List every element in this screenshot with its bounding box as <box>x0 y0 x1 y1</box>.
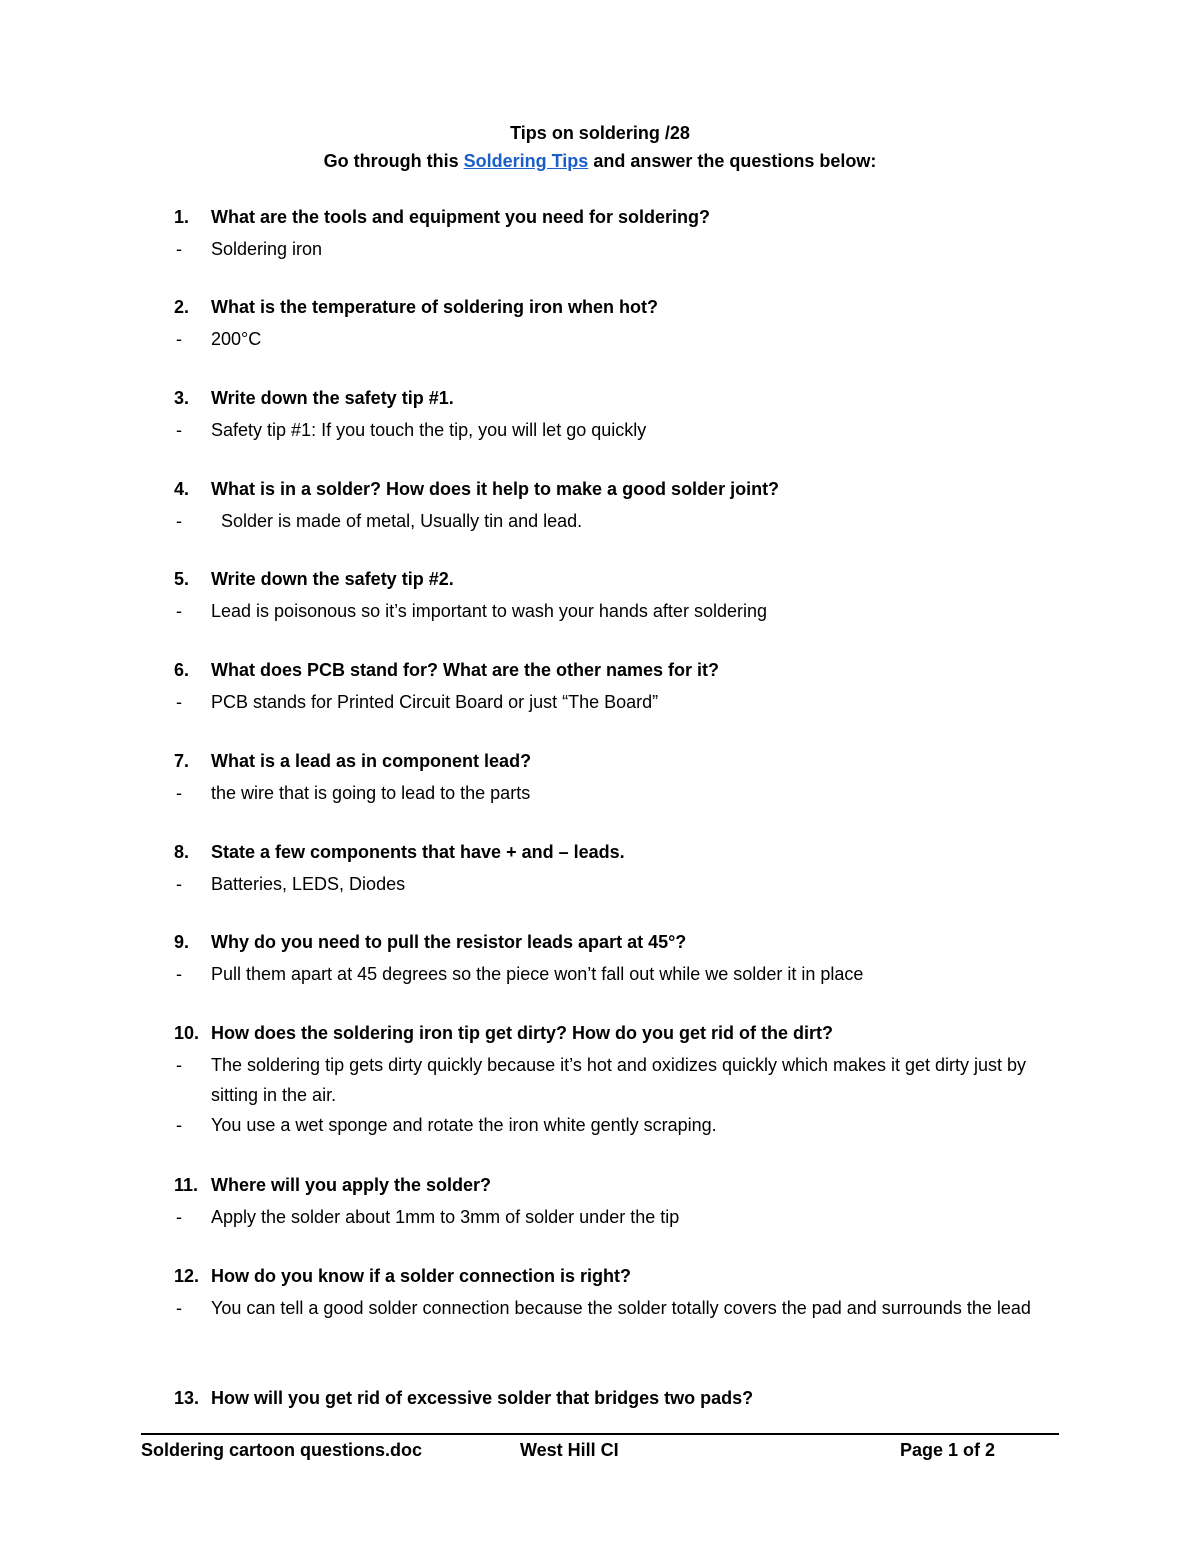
question-5 <box>174 564 1064 594</box>
question-11 <box>174 1170 1064 1200</box>
question-text: How do you know if a solder connection is right? <box>211 1266 632 1286</box>
question-block-9 <box>174 927 1064 989</box>
question-number: 6. <box>174 660 190 680</box>
answer-10a <box>174 1050 1064 1110</box>
answer-1 <box>174 234 1064 264</box>
question-text: How does the soldering iron tip get dirty? How do you get rid of the dirt? <box>211 1023 833 1043</box>
dash-bullet: - <box>176 601 182 621</box>
question-block-8 <box>174 837 1064 899</box>
instructions-line <box>0 146 1200 176</box>
answer-10b <box>174 1110 1064 1140</box>
dash-bullet: - <box>176 964 182 984</box>
instructions-after: and answer the questions below: <box>588 151 877 171</box>
answer-text: PCB stands for Printed Circuit Board or just “The Board” <box>211 692 659 712</box>
question-text: How will you get rid of excessive solder that bridges two pads? <box>211 1388 754 1408</box>
answer-text: You can tell a good solder connection because the solder totally covers the pad and surrounds the lead <box>211 1298 1031 1318</box>
answer-text: the wire that is going to lead to the parts <box>211 783 531 803</box>
answer-text: The soldering tip gets dirty quickly because it’s hot and oxidizes quickly which makes it get dirty just by sitting in the air. <box>211 1055 1027 1105</box>
question-block-4 <box>174 474 1064 536</box>
question-text: Write down the safety tip #2. <box>211 569 454 589</box>
page-title: Tips on soldering /28 <box>510 123 690 143</box>
question-text: Write down the safety tip #1. <box>211 388 454 408</box>
question-6 <box>174 655 1064 685</box>
dash-bullet: - <box>176 329 182 349</box>
footer-page-number: Page 1 of 2 <box>900 1440 996 1460</box>
question-4 <box>174 474 1064 504</box>
footer-filename: Soldering cartoon questions.doc <box>141 1440 423 1460</box>
question-text: What are the tools and equipment you need for soldering? <box>211 207 711 227</box>
answer-text: You use a wet sponge and rotate the iron white gently scraping. <box>211 1115 717 1135</box>
dash-bullet: - <box>176 874 182 894</box>
question-text: What is a lead as in component lead? <box>211 751 532 771</box>
question-block-12 <box>174 1261 1064 1323</box>
question-1 <box>174 202 1064 232</box>
footer-school: West Hill CI <box>520 1440 619 1460</box>
dash-bullet: - <box>176 783 182 803</box>
question-7 <box>174 746 1064 776</box>
question-number: 12. <box>174 1266 200 1286</box>
question-number: 8. <box>174 842 190 862</box>
question-9 <box>174 927 1064 957</box>
question-number: 4. <box>174 479 190 499</box>
question-block-3 <box>174 383 1064 445</box>
question-block-10 <box>174 1018 1064 1140</box>
question-block-11 <box>174 1170 1064 1232</box>
answer-11 <box>174 1202 1064 1232</box>
question-block-2 <box>174 292 1064 354</box>
question-number: 5. <box>174 569 190 589</box>
question-number: 7. <box>174 751 190 771</box>
question-text: What is the temperature of soldering iron when hot? <box>211 297 659 317</box>
answer-text: Lead is poisonous so it’s important to wash your hands after soldering <box>211 601 767 621</box>
answer-text: Solder is made of metal, Usually tin and lead. <box>221 511 583 531</box>
question-number: 3. <box>174 388 190 408</box>
question-text: What is in a solder? How does it help to make a good solder joint? <box>211 479 780 499</box>
question-number: 10. <box>174 1023 200 1043</box>
question-block-13 <box>174 1383 1064 1413</box>
question-text: Where will you apply the solder? <box>211 1175 492 1195</box>
question-block-7 <box>174 746 1064 808</box>
soldering-tips-link[interactable]: Soldering Tips <box>463 151 589 171</box>
question-number: 2. <box>174 297 190 317</box>
answer-12 <box>174 1293 1064 1323</box>
dash-bullet: - <box>176 420 182 440</box>
question-8 <box>174 837 1064 867</box>
dash-bullet: - <box>176 1298 182 1318</box>
question-2 <box>174 292 1064 322</box>
question-block-5 <box>174 564 1064 626</box>
question-13 <box>174 1383 1064 1413</box>
question-3 <box>174 383 1064 413</box>
dash-bullet: - <box>176 511 182 531</box>
answer-8 <box>174 869 1064 899</box>
question-text: What does PCB stand for? What are the other names for it? <box>211 660 720 680</box>
answer-2 <box>174 324 1064 354</box>
question-12 <box>174 1261 1064 1291</box>
question-number: 9. <box>174 932 190 952</box>
footer-divider <box>141 1433 1059 1435</box>
dash-bullet: - <box>176 692 182 712</box>
answer-4 <box>174 506 1064 536</box>
answer-9 <box>174 959 1064 989</box>
dash-bullet: - <box>176 1115 182 1135</box>
answer-7 <box>174 778 1064 808</box>
dash-bullet: - <box>176 1055 182 1075</box>
answer-5 <box>174 596 1064 626</box>
answer-text: Pull them apart at 45 degrees so the piece won’t fall out while we solder it in place <box>211 964 864 984</box>
question-10 <box>174 1018 1064 1048</box>
answer-text: Batteries, LEDS, Diodes <box>211 874 406 894</box>
question-block-6 <box>174 655 1064 717</box>
instructions-before: Go through this <box>323 151 464 171</box>
question-number: 1. <box>174 207 190 227</box>
answer-3 <box>174 415 1064 445</box>
question-text: Why do you need to pull the resistor leads apart at 45°? <box>211 932 687 952</box>
question-text: State a few components that have + and – leads. <box>211 842 625 862</box>
answer-text: 200°C <box>211 329 262 349</box>
dash-bullet: - <box>176 239 182 259</box>
answer-text: Safety tip #1: If you touch the tip, you will let go quickly <box>211 420 647 440</box>
question-block-1 <box>174 202 1064 264</box>
answer-text: Apply the solder about 1mm to 3mm of solder under the tip <box>211 1207 680 1227</box>
answer-6 <box>174 687 1064 717</box>
answer-text: Soldering iron <box>211 239 323 259</box>
dash-bullet: - <box>176 1207 182 1227</box>
question-number: 13. <box>174 1388 200 1408</box>
question-number: 11. <box>174 1175 199 1195</box>
